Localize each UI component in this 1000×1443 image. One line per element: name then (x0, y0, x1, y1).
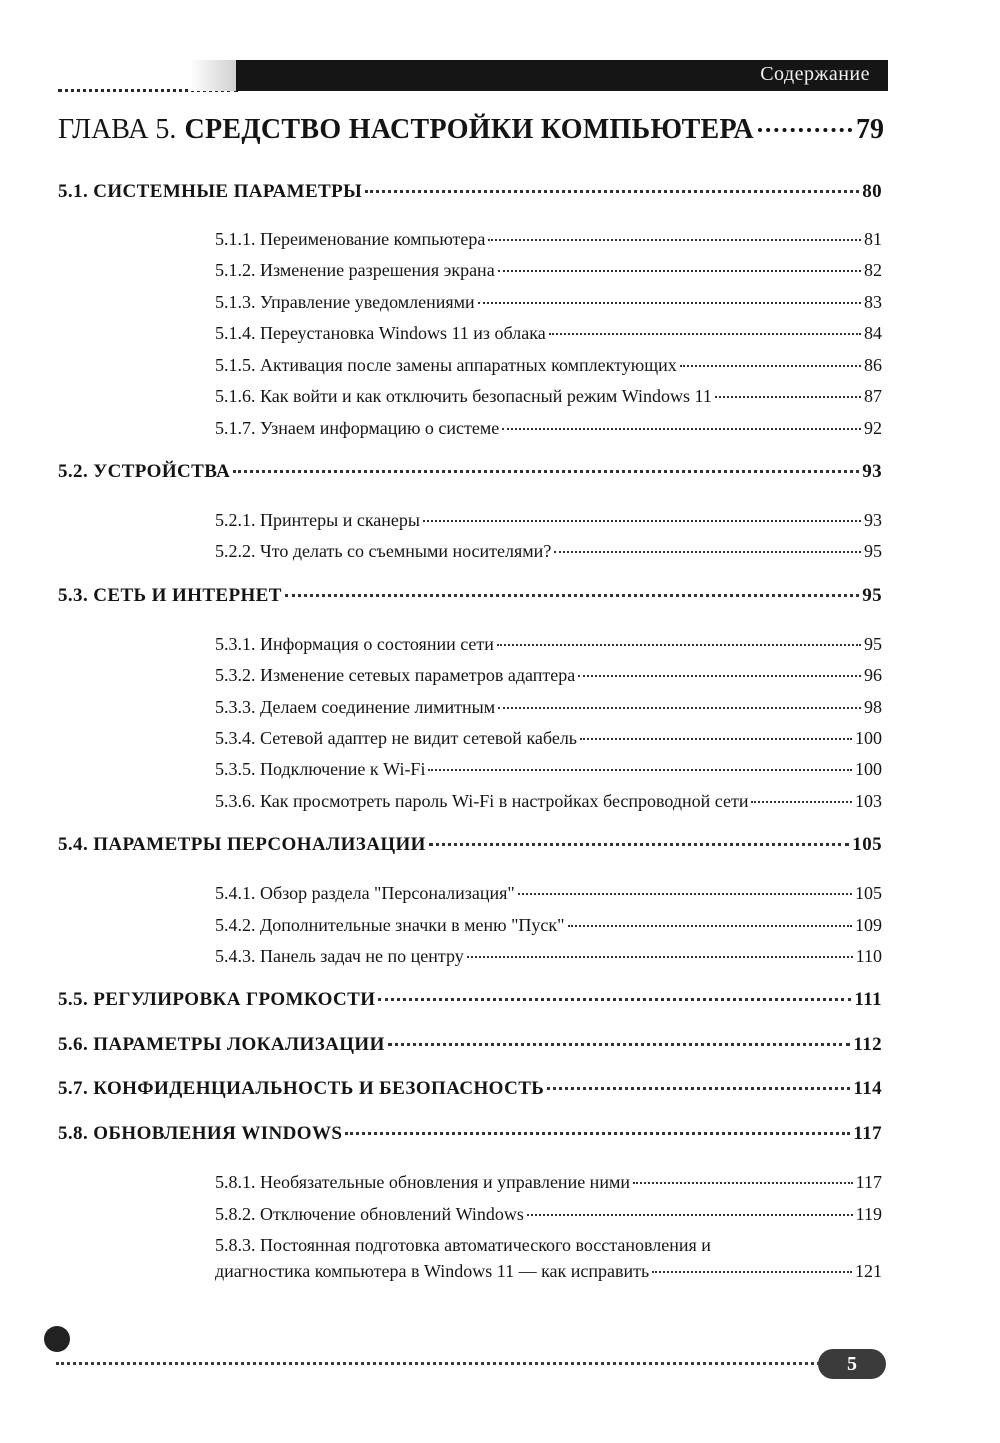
toc-page-number: 95 (862, 585, 882, 606)
toc-entry-5-2-2 (215, 539, 882, 563)
toc-section-5-5 (58, 988, 882, 1012)
dot-leader (497, 644, 861, 646)
dot-leader (518, 893, 852, 895)
toc-page-number: 117 (855, 1172, 882, 1192)
chapter-page-number: 79 (856, 114, 884, 145)
toc-entry-5-1-2 (215, 258, 882, 282)
toc-label: 5.8. ОБНОВЛЕНИЯ WINDOWS (58, 1123, 343, 1144)
toc-label: 5.4.1. Обзор раздела "Персонализация" (215, 883, 515, 903)
running-header-title: Содержание (760, 63, 870, 85)
toc-entry-5-8-3-line1: 5.8.3. Постоянная подготовка автоматического восстановления и (215, 1235, 711, 1255)
toc-label: 5.3. СЕТЬ И ИНТЕРНЕТ (58, 585, 282, 606)
toc-entry-5-1-7 (215, 416, 882, 440)
toc-page-number: 117 (853, 1123, 882, 1144)
toc-entry-5-1-4 (215, 321, 882, 345)
toc-label: 5.6. ПАРАМЕТРЫ ЛОКАЛИЗАЦИИ (58, 1034, 385, 1055)
toc-label: 5.1.3. Управление уведомлениями (215, 292, 475, 312)
dot-leader (568, 925, 852, 927)
toc-label: 5.1.7. Узнаем информацию о системе (215, 418, 500, 438)
dot-leader (758, 128, 852, 132)
dot-leader (578, 675, 861, 677)
dot-leader (498, 270, 861, 272)
toc-page-number: 95 (864, 541, 882, 561)
dot-leader (428, 769, 852, 771)
toc-label: 5.3.4. Сетевой адаптер не видит сетевой кабель (215, 728, 578, 748)
chapter-title: СРЕДСТВО НАСТРОЙКИ КОМПЬЮТЕРА (184, 114, 754, 145)
toc-page-number: 82 (864, 260, 882, 280)
dot-leader (388, 1043, 851, 1046)
toc-label: диагностика компьютера в Windows 11 — как исправить (215, 1261, 650, 1281)
toc-page-number: 86 (864, 355, 882, 375)
toc-entry-5-8-1 (215, 1170, 882, 1194)
toc-page-number: 100 (855, 759, 882, 779)
toc-page-number: 112 (853, 1034, 882, 1055)
toc-entry-5-1-3 (215, 290, 882, 314)
toc-page-number: 110 (855, 946, 882, 966)
dot-leader (547, 1087, 850, 1090)
toc-page-number: 114 (853, 1078, 882, 1099)
toc-label: 5.3.5. Подключение к Wi-Fi (215, 759, 426, 779)
toc-page-number: 95 (864, 634, 882, 654)
toc-label: 5.3.3. Делаем соединение лимитным (215, 697, 496, 717)
chapter-prefix: ГЛАВА 5. (58, 114, 177, 145)
dot-leader (285, 594, 859, 597)
toc-page-number: 80 (862, 181, 882, 202)
toc-section-5-7 (58, 1077, 882, 1101)
dot-leader (378, 998, 851, 1001)
toc-page-number: 105 (852, 834, 882, 855)
toc-page-number: 92 (864, 418, 882, 438)
toc-entry-5-2-1 (215, 508, 882, 532)
dot-leader (429, 843, 849, 846)
dot-leader (527, 1214, 853, 1216)
toc-label: 5.1.2. Изменение разрешения экрана (215, 260, 495, 280)
toc-label: 5.2.2. Что делать со съемными носителями? (215, 541, 552, 561)
toc-section-5-2 (58, 460, 882, 484)
footer-dotted-rule (56, 1362, 826, 1365)
toc-page-number: 103 (855, 791, 882, 811)
toc-section-5-8 (58, 1122, 882, 1146)
toc-label: 5.1.4. Переустановка Windows 11 из облака (215, 323, 546, 343)
toc-page-number: 109 (855, 915, 882, 935)
toc-entry-5-4-2 (215, 913, 882, 937)
toc-entry-5-3-5 (215, 757, 882, 781)
toc-entry-5-1-6 (215, 384, 882, 408)
page-number-badge: 5 (818, 1349, 886, 1379)
toc-page-number: 84 (864, 323, 882, 343)
toc-section-5-3 (58, 584, 882, 608)
toc-entry-5-1-5 (215, 353, 882, 377)
toc-entry-5-3-6 (215, 789, 882, 813)
toc-page-number: 100 (855, 728, 882, 748)
chapter-title-entry (58, 112, 884, 148)
toc-page-number: 121 (855, 1261, 882, 1281)
toc-entry-5-3-3 (215, 695, 882, 719)
toc-section-5-6 (58, 1033, 882, 1057)
toc-label: 5.3.6. Как просмотреть пароль Wi-Fi в настройках беспроводной сети (215, 791, 749, 811)
toc-page-number: 111 (854, 989, 882, 1010)
toc-label: 5.7. КОНФИДЕНЦИАЛЬНОСТЬ И БЕЗОПАСНОСТЬ (58, 1078, 545, 1099)
dot-leader (652, 1271, 852, 1273)
toc-page-number: 96 (864, 665, 882, 685)
dot-leader (502, 428, 861, 430)
toc-entry-5-4-1 (215, 881, 882, 905)
toc-section-5-4 (58, 833, 882, 857)
toc-entry-5-3-1 (215, 632, 882, 656)
toc-page-number: 98 (864, 697, 882, 717)
toc-label: 5.5. РЕГУЛИРОВКА ГРОМКОСТИ (58, 989, 376, 1010)
header-bar (236, 60, 888, 91)
dot-leader (680, 365, 861, 367)
toc-entry-5-3-4 (215, 726, 882, 750)
toc-page-number: 87 (864, 386, 882, 406)
toc-entry-5-3-2 (215, 663, 882, 687)
toc-entry-5-8-3 (215, 1259, 882, 1283)
toc-label: 5.2. УСТРОЙСТВА (58, 461, 231, 482)
toc-label: 5.1.6. Как войти и как отключить безопасный режим Windows 11 (215, 386, 712, 406)
toc-page-number: 81 (864, 229, 882, 249)
dot-leader (580, 738, 852, 740)
toc-label: 5.4. ПАРАМЕТРЫ ПЕРСОНАЛИЗАЦИИ (58, 834, 426, 855)
header-bar-fade (190, 60, 238, 91)
toc-label: 5.1.5. Активация после замены аппаратных комплектующих (215, 355, 677, 375)
toc-label: 5.1.1. Переименование компьютера (215, 229, 486, 249)
toc-label: 5.8.2. Отключение обновлений Windows (215, 1204, 524, 1224)
toc-entry-5-4-3 (215, 944, 882, 968)
toc-label: 5.1. СИСТЕМНЫЕ ПАРАМЕТРЫ (58, 181, 363, 202)
dot-leader (488, 239, 861, 241)
toc-label: 5.2.1. Принтеры и сканеры (215, 510, 421, 530)
toc-label: 5.8.1. Необязательные обновления и управление ними (215, 1172, 630, 1192)
toc-label: 5.4.3. Панель задач не по центру (215, 946, 464, 966)
toc-entry-5-8-2 (215, 1202, 882, 1226)
dot-leader (467, 956, 853, 958)
toc-page-number: 83 (864, 292, 882, 312)
toc-label: 5.3.2. Изменение сетевых параметров адаптера (215, 665, 576, 685)
toc-section-5-1 (58, 180, 882, 204)
dot-leader (498, 707, 861, 709)
toc-page-number: 93 (864, 510, 882, 530)
dot-leader (423, 520, 861, 522)
dot-leader (554, 551, 861, 553)
toc-page-number: 105 (855, 883, 882, 903)
toc-label: 5.4.2. Дополнительные значки в меню "Пуск" (215, 915, 565, 935)
dot-leader (751, 801, 852, 803)
toc-page-number: 119 (855, 1204, 882, 1224)
footer-bullet-icon (44, 1326, 70, 1352)
toc-page-number: 93 (862, 461, 882, 482)
dot-leader (633, 1182, 853, 1184)
dot-leader (365, 190, 859, 193)
dot-leader (549, 333, 861, 335)
dot-leader (233, 470, 859, 473)
toc-label: 5.3.1. Информация о состоянии сети (215, 634, 494, 654)
toc-entry-5-1-1 (215, 227, 882, 251)
dot-leader (345, 1132, 850, 1135)
dot-leader (478, 302, 861, 304)
dot-leader (715, 396, 861, 398)
